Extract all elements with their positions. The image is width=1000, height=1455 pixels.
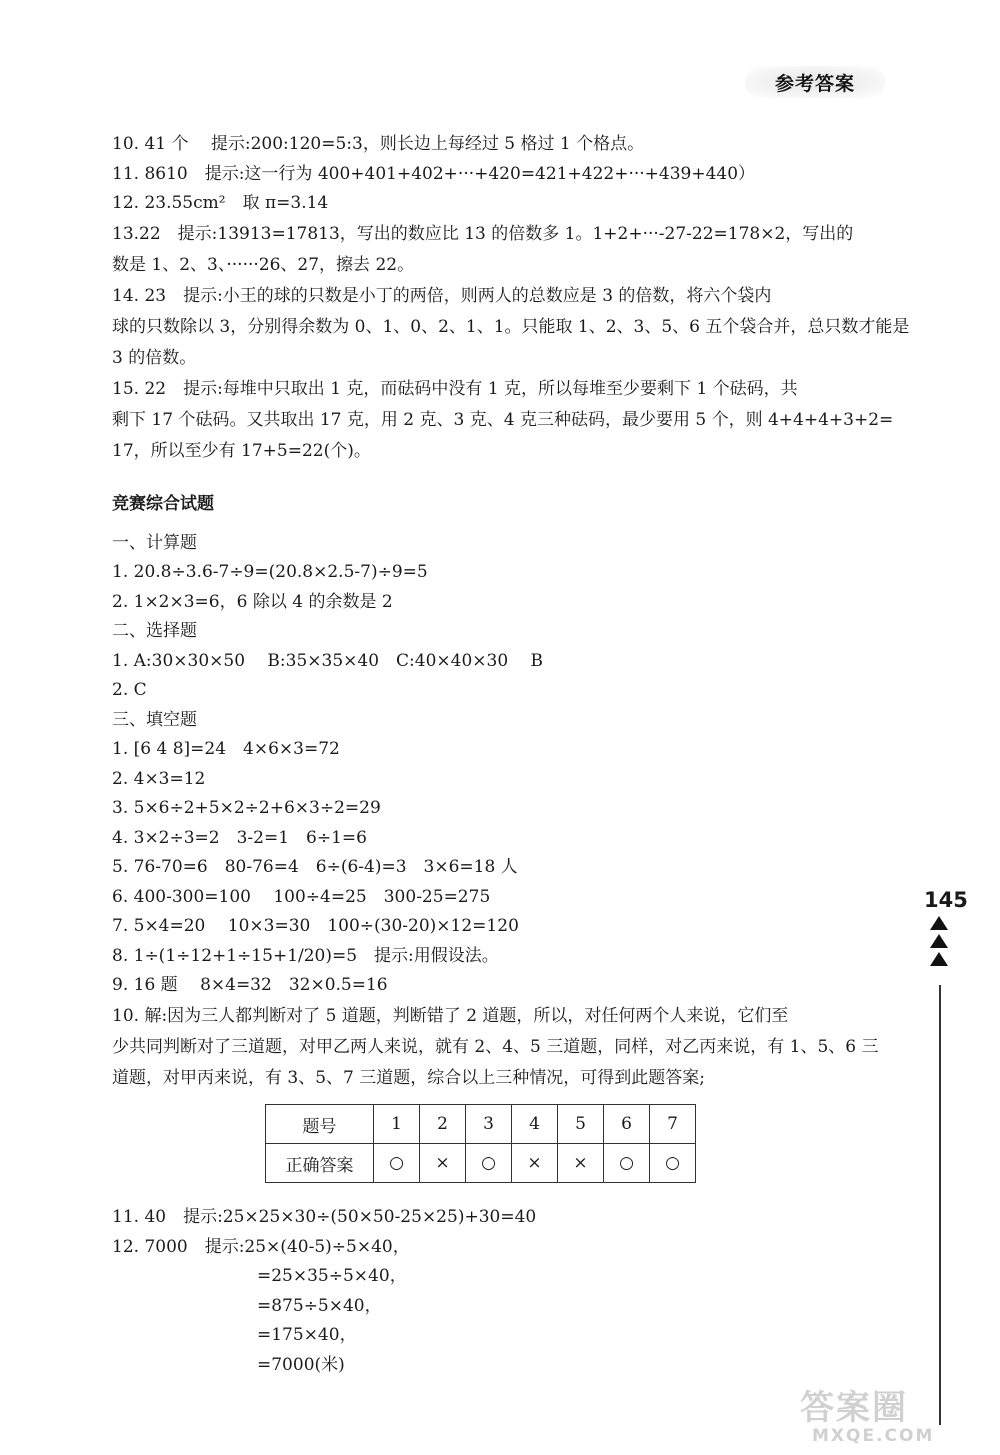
calc-step: =25×35÷5×40， <box>257 1266 407 1286</box>
answer-table <box>265 1104 696 1183</box>
table-cell: × <box>420 1144 466 1183</box>
margin-rule <box>939 985 941 1425</box>
answer-line: 剩下 17 个砝码。又共取出 17 克，用 2 克、3 克、4 克三种砝码，最少要用 5 个，则 4+4+4+3+2= <box>112 409 894 430</box>
table-header-cell: 正确答案 <box>266 1144 374 1183</box>
answer-14 <box>112 281 910 374</box>
table-cell: 2 <box>420 1105 466 1144</box>
page-content <box>112 130 910 1094</box>
answer-15 <box>112 374 892 467</box>
table-cell: 1 <box>374 1105 420 1144</box>
answer-line: 13.22 提示:13913=17813，写出的数应比 13 的倍数多 1。1+2+···-27-22=178×2，写出的 <box>112 223 854 244</box>
answer-line: 数是 1、2、3、······26、27，擦去 22。 <box>112 254 415 275</box>
header-label: 参考答案 <box>774 72 855 95</box>
table-row <box>266 1144 696 1183</box>
table-cell: 5 <box>558 1105 604 1144</box>
watermark-logo <box>800 1390 980 1450</box>
table-header-cell: 题号 <box>266 1105 374 1144</box>
answer-line: 少共同判断对了三道题，对甲乙两人来说，就有 2、4、5 三道题，同样，对乙丙来说，有 1、5、6 三 <box>112 1036 879 1057</box>
answer-line: 5. 76-70=6 80-76=4 6÷(6-4)=3 3×6=18 人 <box>112 857 518 877</box>
page-number: 145 <box>924 888 968 912</box>
answer-line: 7. 5×4=20 10×3=30 100÷(30-20)×12=120 <box>112 916 519 936</box>
answer-line: 3. 5×6÷2+5×2÷2+6×3÷2=29 <box>112 798 381 818</box>
answers-11-12 <box>112 1203 536 1380</box>
triangle-icon <box>930 952 948 966</box>
table-cell: 4 <box>512 1105 558 1144</box>
calc-step: =875÷5×40， <box>257 1295 382 1316</box>
answer-line: 2. 4×3=12 <box>112 768 206 789</box>
answer-line: 11. 8610 提示:这一行为 400+401+402+···+420=421+422+···+439+440） <box>112 163 756 184</box>
answer-line: 11. 40 提示:25×25×30÷(50×50-25×25)+30=40 <box>112 1207 537 1227</box>
answer-line: 12. 23.55cm² 取 π=3.14 <box>112 193 329 213</box>
calc-step: =175×40， <box>257 1325 357 1345</box>
calc-step: =7000(米) <box>257 1354 345 1375</box>
answer-key-header <box>745 66 885 98</box>
page-marker <box>930 916 950 970</box>
answer-line: 10. 解:因为三人都判断对了 5 道题，判断错了 2 道题，所以，对任何两个人来说，它们至 <box>112 1005 789 1026</box>
section-title: 竞赛综合试题 <box>112 493 214 514</box>
answer-line: 17，所以至少有 17+5=22(个)。 <box>112 440 371 461</box>
watermark-top: 答案圈 <box>800 1388 908 1428</box>
answer-line: 10. 41 个 提示:200:120=5:3，则长边上每经过 5 格过 1 个格点。 <box>112 134 645 154</box>
answer-line: 15. 22 提示:每堆中只取出 1 克，而砝码中没有 1 克，所以每堆至少要剩下 1 个砝码，共 <box>112 378 798 399</box>
answer-line: 12. 7000 提示:25×(40-5)÷5×40， <box>112 1236 410 1257</box>
table-cell: 7 <box>650 1105 696 1144</box>
table-cell: 3 <box>466 1105 512 1144</box>
answer-line: 1. A:30×30×50 B:35×35×40 C:40×40×30 B <box>112 650 544 671</box>
table-cell: × <box>512 1144 558 1183</box>
triangle-icon <box>930 934 948 948</box>
answer-line: 2. 1×2×3=6，6 除以 4 的余数是 2 <box>112 591 393 612</box>
answer-line: 14. 23 提示:小王的球的只数是小丁的两倍，则两人的总数应是 3 的倍数，将六个袋内 <box>112 285 772 306</box>
answer-13 <box>112 219 892 281</box>
triangle-icon <box>930 916 948 930</box>
answer-line: 6. 400-300=100 100÷4=25 300-25=275 <box>112 886 491 907</box>
answer-line: 1. [6 4 8]=24 4×6×3=72 <box>112 739 340 759</box>
table-cell: 6 <box>604 1105 650 1144</box>
table-cell: ○ <box>650 1144 696 1183</box>
table-cell: ○ <box>374 1144 420 1183</box>
answer-line: 9. 16 题 8×4=32 32×0.5=16 <box>112 975 388 995</box>
part-title: 一、计算题 <box>112 532 197 553</box>
part-title: 三、填空题 <box>112 709 197 730</box>
answer-line: 4. 3×2÷3=2 3-2=1 6÷1=6 <box>112 827 367 848</box>
answer-line: 1. 20.8÷3.6-7÷9=(20.8×2.5-7)÷9=5 <box>112 562 428 582</box>
answer-line: 2. C <box>112 680 147 700</box>
answers-10-12 <box>112 130 892 219</box>
answer-line: 球的只数除以 3，分别得余数为 0、1、0、2、1、1。只能取 1、2、3、5、6 五个袋合并，总只数才能是 <box>112 316 910 337</box>
table-row <box>266 1105 696 1144</box>
table-cell: ○ <box>466 1144 512 1183</box>
answer-line: 3 的倍数。 <box>112 347 197 368</box>
part-title: 二、选择题 <box>112 621 197 641</box>
answer-line: 道题，对甲丙来说，有 3、5、7 三道题，综合以上三种情况，可得到此题答案; <box>112 1067 705 1088</box>
answer-q10 <box>112 1001 892 1094</box>
watermark-bottom: MXQE.COM <box>812 1426 935 1446</box>
table-cell: ○ <box>604 1144 650 1183</box>
table-cell: × <box>558 1144 604 1183</box>
answer-line: 8. 1÷(1÷12+1÷15+1/20)=5 提示:用假设法。 <box>112 945 499 966</box>
